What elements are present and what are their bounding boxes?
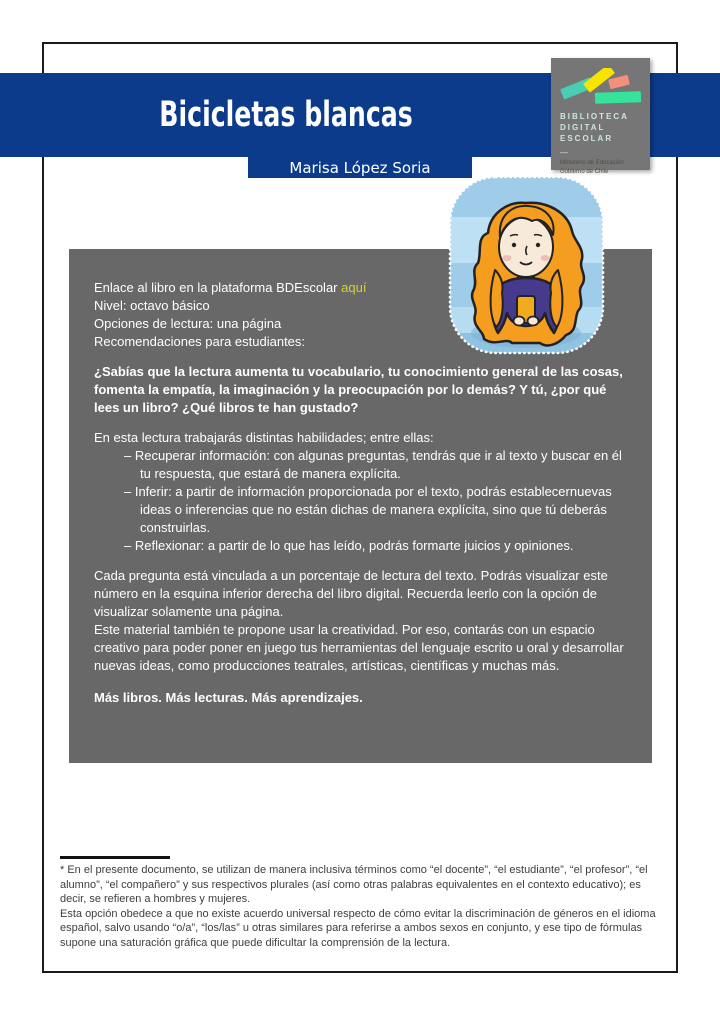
closing-slogan: Más libros. Más lecturas. Más aprendizajes. bbox=[94, 690, 363, 705]
reading-options-line: Opciones de lectura: una página bbox=[94, 316, 282, 331]
logo-brand-line: BIBLIOTECA bbox=[560, 112, 629, 121]
skill-item: – Reflexionar: a partir de lo que has leído, podrás formarte juicios y opiniones. bbox=[124, 538, 574, 553]
level-line: Nivel: octavo básico bbox=[94, 298, 210, 313]
footnote-para-1: * En el presente documento, se utilizan de manera inclusiva términos como “el docente”, “el estudiante”, “el profesor”, “el alumno”, “el compañero” y sus respectivos plurales (así como otras palabras equivalentes en el contexto educativo); es decir, se refieren a hombres y mujeres. bbox=[60, 864, 648, 905]
reader-illustration bbox=[448, 175, 605, 355]
percentage-note: Cada pregunta está vinculada a un porcentaje de lectura del texto. Podrás visualizar este número en la esquina inferior derecha del libro digital. Recuerda leerlo con la opción de visualizar solamente una página. bbox=[94, 568, 608, 619]
creative-note: Este material también te propone usar la creatividad. Por eso, contarás con un espacio creativo para poder poner en juego tus herramientas del lenguaje escrito u oral y desarrollar nuevas ideas, como producciones teatrales, artísticas, científicas y muchas más. bbox=[94, 622, 624, 673]
logo-shapes-icon bbox=[560, 68, 644, 106]
ministry-text: Gobierno de Chile bbox=[560, 169, 609, 175]
ministry-text: Ministerio de Educación bbox=[560, 160, 624, 166]
intro-question: ¿Sabías que la lectura aumenta tu vocabulario, tu conocimiento general de las cosas, fomenta la empatía, la imaginación y la preocupación por lo demás? Y tú, ¿por qué lees un libro? ¿Qué libros te han gustado? bbox=[94, 364, 623, 415]
bde-link[interactable]: aquí bbox=[341, 280, 367, 295]
logo-brand-line: ESCOLAR bbox=[560, 134, 614, 143]
book-link-line: Enlace al libro en la plataforma BDEscolar aquí bbox=[94, 280, 367, 295]
logo-brand-line: DIGITAL bbox=[560, 123, 606, 132]
skill-item: – Inferir: a partir de información proporcionada por el texto, podrás establecernuevas ideas o inferencias que no están dichas de manera explícita, sino que tú deberás construirlas. bbox=[124, 484, 612, 535]
page-title: Bicicletas blancas bbox=[159, 95, 413, 135]
footnote-para-2: Esta opción obedece a que no existe acuerdo universal respecto de cómo evitar la discriminación de géneros en el idioma español, salvo usando “o/a”, “los/las” u otras similares para referirse a ambos sexos en conjunto, y ese tipo de fórmulas supone una saturación gráfica que puede dificultar la comprensión de la lectura. bbox=[60, 907, 656, 949]
author-name: Marisa López Soria bbox=[289, 158, 431, 177]
skill-item: – Recuperar información: con algunas preguntas, tendrás que ir al texto y buscar en él tu respuesta, que estará de manera explícita. bbox=[124, 448, 622, 481]
girl-reading-icon bbox=[448, 175, 605, 355]
recommendations-line: Recomendaciones para estudiantes: bbox=[94, 334, 306, 349]
skills-list bbox=[124, 447, 626, 555]
skills-intro: En esta lectura trabajarás distintas habilidades; entre ellas: bbox=[94, 430, 434, 445]
bde-logo bbox=[551, 58, 650, 175]
logo-separator: — bbox=[560, 148, 568, 157]
author-bar bbox=[248, 157, 472, 178]
footnote bbox=[60, 863, 668, 950]
footnote-rule bbox=[60, 856, 170, 859]
